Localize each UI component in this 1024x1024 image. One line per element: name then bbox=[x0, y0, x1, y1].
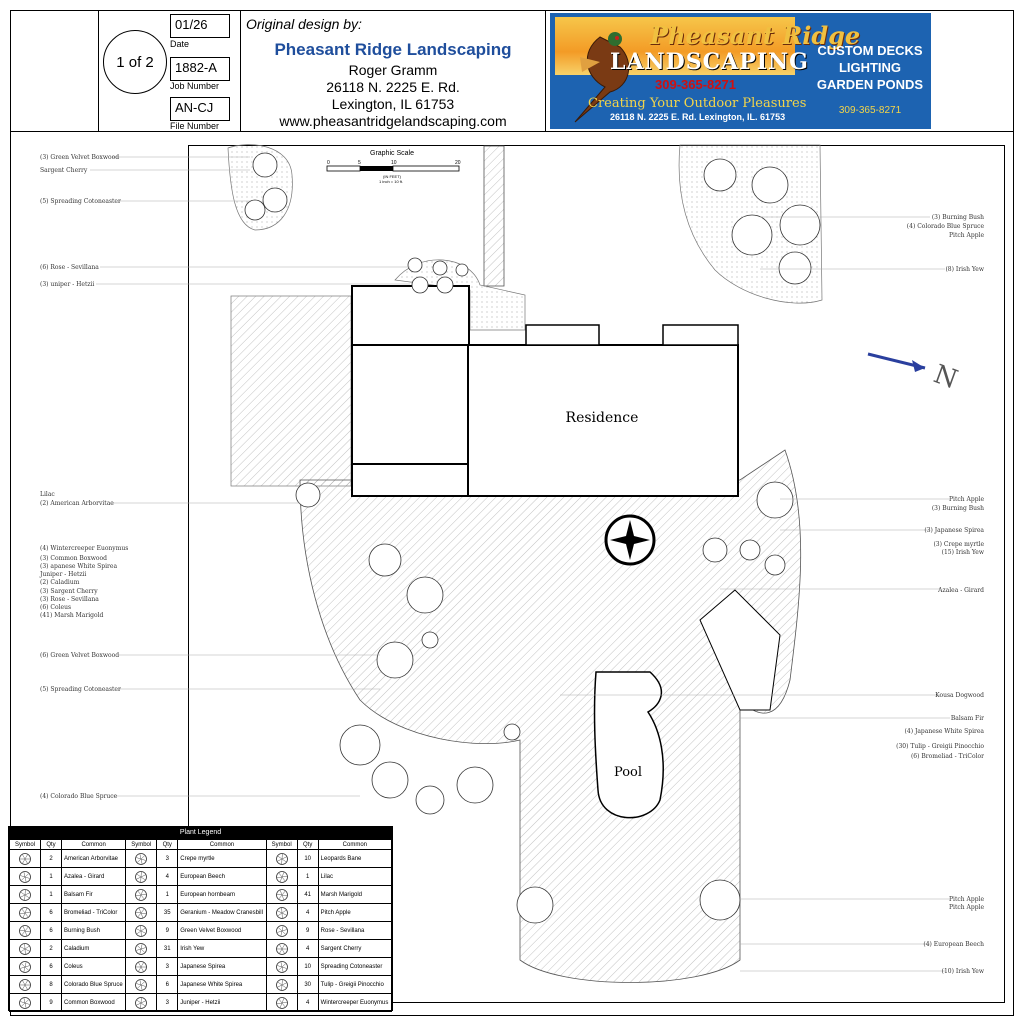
beech-symbol-icon bbox=[134, 870, 148, 884]
legend-plant-name: Azalea - Girard bbox=[62, 868, 126, 886]
address-line-2: Lexington, IL 61753 bbox=[331, 96, 455, 112]
original-design-label: Original design by: bbox=[246, 16, 362, 32]
legend-plant-name: Tulip - Greigii Pinocchio bbox=[318, 976, 391, 994]
legend-plant-name: Juniper - Hetzii bbox=[178, 994, 266, 1012]
legend-symbol-cell bbox=[10, 886, 41, 904]
legend-plant-name: Wintercreeper Euonymus bbox=[318, 994, 391, 1012]
legend-plant-name: Marsh Marigold bbox=[318, 886, 391, 904]
legend-symbol-cell bbox=[266, 922, 297, 940]
callout-right-15: Pitch Apple bbox=[949, 896, 984, 903]
legend-plant-name: Pitch Apple bbox=[318, 904, 391, 922]
callout-right-12: (4) Japanese White Spirea bbox=[904, 728, 984, 735]
boxwood-symbol-icon bbox=[134, 924, 148, 938]
legend-plant-name: Lilac bbox=[318, 868, 391, 886]
legend-plant-name: Japanese White Spirea bbox=[178, 976, 266, 994]
legend-symbol-cell bbox=[10, 904, 41, 922]
legend-row bbox=[10, 868, 392, 886]
file-number-value: AN-CJ bbox=[170, 97, 230, 121]
legend-qty: 4 bbox=[297, 940, 318, 958]
callout-left-14: (6) Coleus bbox=[40, 604, 72, 611]
legend-qty: 4 bbox=[297, 904, 318, 922]
fir-symbol-icon bbox=[18, 888, 32, 902]
legend-qty: 8 bbox=[41, 976, 62, 994]
hornbeam-symbol-icon bbox=[134, 888, 148, 902]
callout-right-10: Kousa Dogwood bbox=[935, 692, 984, 699]
job-number-label: Job Number bbox=[170, 81, 220, 91]
legend-qty: 6 bbox=[41, 904, 62, 922]
callout-left-6: (2) American Arborvitae bbox=[40, 500, 114, 507]
legend-plant-name: Balsam Fir bbox=[62, 886, 126, 904]
legend-header-symbol: Symbol bbox=[10, 840, 41, 850]
callout-left-11: (2) Caladium bbox=[40, 579, 80, 586]
callout-right-11: Balsam Fir bbox=[950, 715, 984, 722]
legend-header-common: Common bbox=[178, 840, 266, 850]
callout-right-13: (30) Tulip - Greigii Pinocchio bbox=[896, 743, 984, 750]
legend-qty: 31 bbox=[157, 940, 178, 958]
legend-row bbox=[10, 922, 392, 940]
legend-symbol-cell bbox=[126, 994, 157, 1012]
callout-right-7: (3) Crepe myrtle bbox=[933, 541, 984, 548]
address-line-1: 26118 N. 2225 E. Rd. bbox=[326, 79, 460, 95]
callout-left-5: Lilac bbox=[40, 491, 55, 498]
legend-plant-name: Common Boxwood bbox=[62, 994, 126, 1012]
legend-plant-name: Leopards Bane bbox=[318, 850, 391, 868]
scale-tick-10: 10 bbox=[391, 160, 397, 166]
legend-qty: 1 bbox=[41, 886, 62, 904]
legend-symbol-cell bbox=[126, 958, 157, 976]
legend-qty: 9 bbox=[157, 922, 178, 940]
juniper-symbol-icon bbox=[134, 996, 148, 1010]
legend-symbol-cell bbox=[266, 850, 297, 868]
legend-qty: 6 bbox=[41, 922, 62, 940]
legend-qty: 3 bbox=[157, 994, 178, 1012]
callout-right-14: (6) Bromeliad - TriColor bbox=[910, 753, 984, 760]
legend-plant-name: Spreading Cotoneaster bbox=[318, 958, 391, 976]
date-label: Date bbox=[170, 39, 190, 49]
arborvitae-symbol-icon bbox=[18, 852, 32, 866]
legend-qty: 6 bbox=[41, 958, 62, 976]
legend-plant-name: Burning Bush bbox=[62, 922, 126, 940]
legend-symbol-cell bbox=[266, 940, 297, 958]
cherry-symbol-icon bbox=[275, 942, 289, 956]
common-boxwood-symbol-icon bbox=[18, 996, 32, 1010]
legend-row bbox=[10, 958, 392, 976]
legend-symbol-cell bbox=[126, 850, 157, 868]
callout-right-5: (3) Burning Bush bbox=[931, 505, 984, 512]
plant-legend-table bbox=[9, 839, 392, 1012]
callout-right-0: (3) Burning Bush bbox=[931, 214, 984, 221]
north-arrow-icon bbox=[868, 354, 961, 395]
spirea-symbol-icon bbox=[134, 960, 148, 974]
euonymus-symbol-icon bbox=[275, 996, 289, 1010]
plant-legend bbox=[8, 826, 393, 1011]
legend-qty: 6 bbox=[157, 976, 178, 994]
legend-symbol-cell bbox=[126, 904, 157, 922]
service-lighting: LIGHTING bbox=[838, 60, 902, 75]
legend-symbol-cell bbox=[126, 976, 157, 994]
legend-symbol-cell bbox=[10, 922, 41, 940]
legend-row bbox=[10, 886, 392, 904]
callout-right-16: Pitch Apple bbox=[949, 904, 984, 911]
pool-label: Pool bbox=[613, 765, 643, 780]
legend-plant-name: Geranium - Meadow Cranesbill bbox=[178, 904, 266, 922]
callout-left-10: Juniper - Hetzii bbox=[40, 571, 87, 578]
callout-right-4: Pitch Apple bbox=[949, 496, 984, 503]
svg-text:N: N bbox=[929, 359, 962, 396]
legend-plant-name: Caladium bbox=[62, 940, 126, 958]
banner-side-phone: 309-365-8271 bbox=[838, 105, 902, 116]
legend-qty: 2 bbox=[41, 940, 62, 958]
coleus-symbol-icon bbox=[18, 960, 32, 974]
legend-qty: 9 bbox=[297, 922, 318, 940]
legend-plant-name: American Arborvitae bbox=[62, 850, 126, 868]
legend-header-qty: Qty bbox=[157, 840, 178, 850]
scale-unit: (IN FEET) bbox=[383, 174, 401, 179]
callout-right-1: (4) Colorado Blue Spruce bbox=[906, 223, 984, 230]
callout-left-17: (5) Spreading Cotoneaster bbox=[40, 686, 121, 693]
scale-tick-20: 20 bbox=[455, 160, 461, 166]
callout-right-9: Azalea - Girard bbox=[938, 587, 984, 594]
legend-row bbox=[10, 850, 392, 868]
legend-plant-name: European Beech bbox=[178, 868, 266, 886]
legend-header-common: Common bbox=[62, 840, 126, 850]
legend-qty: 4 bbox=[297, 994, 318, 1012]
company-name: Pheasant Ridge Landscaping bbox=[274, 40, 512, 59]
bromeliad-symbol-icon bbox=[18, 906, 32, 920]
callout-left-8: (3) Common Boxwood bbox=[40, 555, 107, 562]
callout-left-3: (6) Rose - Sevillana bbox=[40, 264, 99, 271]
sheet-number: 1 of 2 bbox=[103, 30, 167, 94]
callout-right-6: (3) Japanese Spirea bbox=[924, 527, 984, 534]
callout-left-9: (3) apanese White Spirea bbox=[40, 563, 118, 570]
pitch-apple-symbol-icon bbox=[275, 906, 289, 920]
legend-row bbox=[10, 976, 392, 994]
driveway bbox=[231, 296, 351, 486]
file-number-label: File Number bbox=[170, 121, 220, 131]
plant-legend-title: Plant Legend bbox=[9, 827, 392, 839]
scale-tick-5: 5 bbox=[358, 160, 361, 166]
marigold-symbol-icon bbox=[275, 888, 289, 902]
legend-qty: 1 bbox=[41, 868, 62, 886]
legend-qty: 1 bbox=[297, 868, 318, 886]
banner-name: Pheasant Ridge bbox=[650, 21, 861, 50]
job-number-value: 1882-A bbox=[170, 57, 230, 81]
legend-symbol-cell bbox=[126, 886, 157, 904]
legend-qty: 9 bbox=[41, 994, 62, 1012]
callout-left-16: (6) Green Velvet Boxwood bbox=[40, 652, 120, 659]
legend-header-symbol: Symbol bbox=[266, 840, 297, 850]
rose-symbol-icon bbox=[275, 924, 289, 938]
legend-row bbox=[10, 994, 392, 1012]
callout-left-4: (3) uniper - Hetzii bbox=[40, 281, 95, 288]
legend-qty: 41 bbox=[297, 886, 318, 904]
residence-label: Residence bbox=[565, 410, 639, 426]
legend-header-common: Common bbox=[318, 840, 391, 850]
legend-symbol-cell bbox=[10, 940, 41, 958]
callout-left-15: (41) Marsh Marigold bbox=[40, 612, 104, 619]
azalea-symbol-icon bbox=[18, 870, 32, 884]
banner-phone: 309-365-8271 bbox=[655, 77, 736, 92]
legend-qty: 4 bbox=[157, 868, 178, 886]
legend-header-row bbox=[10, 840, 392, 850]
legend-symbol-cell bbox=[126, 940, 157, 958]
tulip-symbol-icon bbox=[275, 978, 289, 992]
legend-qty: 35 bbox=[157, 904, 178, 922]
website: www.pheasantridgelandscaping.com bbox=[279, 113, 507, 129]
caladium-symbol-icon bbox=[18, 942, 32, 956]
leopards-bane-symbol-icon bbox=[275, 852, 289, 866]
scale-tick-0: 0 bbox=[327, 160, 330, 166]
spruce-symbol-icon bbox=[18, 978, 32, 992]
callout-right-17: (4) European Beech bbox=[923, 941, 984, 948]
legend-plant-name: Japanese Spirea bbox=[178, 958, 266, 976]
legend-plant-name: Coleus bbox=[62, 958, 126, 976]
callout-left-13: (3) Rose - Sevillana bbox=[40, 596, 99, 603]
legend-plant-name: Rose - Sevillana bbox=[318, 922, 391, 940]
scale-ratio: 1 inch = 10 ft. bbox=[379, 179, 404, 184]
legend-plant-name: Sargent Cherry bbox=[318, 940, 391, 958]
cotoneaster-symbol-icon bbox=[275, 960, 289, 974]
callout-right-3: (8) Irish Yew bbox=[945, 266, 984, 273]
legend-symbol-cell bbox=[266, 868, 297, 886]
banner-address: 26118 N. 2225 E. Rd. Lexington, IL. 61753 bbox=[610, 112, 786, 122]
service-decks: CUSTOM DECKS bbox=[817, 43, 923, 58]
burning-bush-symbol-icon bbox=[18, 924, 32, 938]
legend-symbol-cell bbox=[10, 976, 41, 994]
side-walk bbox=[484, 146, 504, 286]
legend-symbol-cell bbox=[126, 868, 157, 886]
banner-subtitle: LANDSCAPING bbox=[610, 49, 809, 75]
legend-symbol-cell bbox=[10, 958, 41, 976]
legend-plant-name: Colorado Blue Spruce bbox=[62, 976, 126, 994]
callout-right-8: (15) Irish Yew bbox=[941, 549, 984, 556]
callout-right-18: (10) Irish Yew bbox=[941, 968, 984, 975]
legend-qty: 1 bbox=[157, 886, 178, 904]
legend-qty: 10 bbox=[297, 958, 318, 976]
callout-left-2: (5) Spreading Cotoneaster bbox=[40, 198, 121, 205]
yew-symbol-icon bbox=[134, 942, 148, 956]
white-spirea-symbol-icon bbox=[134, 978, 148, 992]
callout-left-0: (3) Green Velvet Boxwood bbox=[40, 154, 120, 161]
geranium-symbol-icon bbox=[134, 906, 148, 920]
legend-plant-name: European hornbeam bbox=[178, 886, 266, 904]
compass-rose-icon bbox=[606, 516, 654, 564]
crepe-myrtle-symbol-icon bbox=[134, 852, 148, 866]
graphic-scale-title: Graphic Scale bbox=[370, 150, 414, 157]
legend-symbol-cell bbox=[126, 922, 157, 940]
banner-slogan: Creating Your Outdoor Pleasures bbox=[588, 96, 807, 111]
legend-plant-name: Green Velvet Boxwood bbox=[178, 922, 266, 940]
legend-row bbox=[10, 940, 392, 958]
graphic-scale bbox=[325, 150, 465, 190]
lilac-symbol-icon bbox=[275, 870, 289, 884]
legend-header-symbol: Symbol bbox=[126, 840, 157, 850]
service-ponds: GARDEN PONDS bbox=[816, 77, 924, 92]
legend-qty: 3 bbox=[157, 850, 178, 868]
pool-outline bbox=[595, 672, 664, 818]
legend-symbol-cell bbox=[10, 994, 41, 1012]
legend-plant-name: Crepe myrtle bbox=[178, 850, 266, 868]
legend-qty: 2 bbox=[41, 850, 62, 868]
legend-symbol-cell bbox=[10, 868, 41, 886]
legend-qty: 3 bbox=[157, 958, 178, 976]
legend-row bbox=[10, 904, 392, 922]
legend-qty: 30 bbox=[297, 976, 318, 994]
legend-plant-name: Irish Yew bbox=[178, 940, 266, 958]
legend-symbol-cell bbox=[266, 886, 297, 904]
callout-left-12: (3) Sargent Cherry bbox=[40, 588, 98, 595]
callout-right-2: Pitch Apple bbox=[949, 232, 984, 239]
legend-symbol-cell bbox=[10, 850, 41, 868]
legend-header-qty: Qty bbox=[297, 840, 318, 850]
callout-left-7: (4) Wintercreeper Euonymus bbox=[40, 545, 129, 552]
legend-symbol-cell bbox=[266, 904, 297, 922]
date-value: 01/26 bbox=[170, 14, 230, 38]
legend-qty: 10 bbox=[297, 850, 318, 868]
callout-left-18: (4) Colorado Blue Spruce bbox=[40, 793, 118, 800]
legend-symbol-cell bbox=[266, 976, 297, 994]
legend-header-qty: Qty bbox=[41, 840, 62, 850]
legend-symbol-cell bbox=[266, 994, 297, 1012]
designer-name: Roger Gramm bbox=[348, 62, 438, 78]
legend-plant-name: Bromeliad - TriColor bbox=[62, 904, 126, 922]
legend-symbol-cell bbox=[266, 958, 297, 976]
callout-left-1: Sargent Cherry bbox=[40, 167, 88, 174]
